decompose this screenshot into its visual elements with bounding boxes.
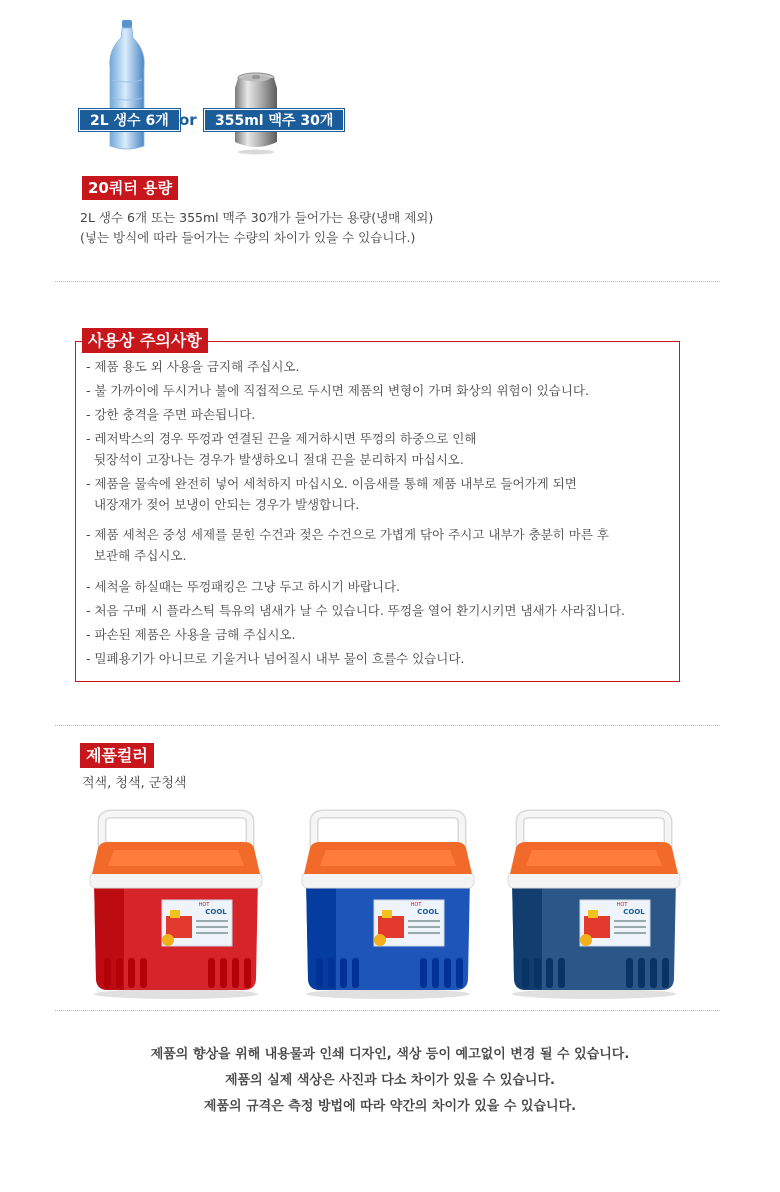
cooler-rim [90, 872, 262, 888]
cooler-ridge [104, 958, 111, 988]
notice-line-3: 제품의 규격은 측정 방법에 따라 약간의 차이가 있을 수 있습니다. [203, 1099, 577, 1114]
notice-line-1: 제품의 향상을 위해 내용물과 인쇄 디자인, 색상 등이 예고없이 변경 될 수 있습니다. [150, 1047, 630, 1062]
cooler-label-drink [588, 910, 598, 918]
cooler-ridge [558, 958, 565, 988]
cooler-ridge [328, 958, 335, 988]
cooler-label-drink [170, 910, 180, 918]
cooler-ridge [316, 958, 323, 988]
cooler-ridge [220, 958, 227, 988]
cooler-ridge [244, 958, 251, 988]
caution-item: - 세척을 하실때는 뚜껑패킹은 그냥 두고 하시기 바랍니다. [86, 579, 401, 594]
cooler-label-mini: HOT [410, 902, 422, 908]
cooler-ridge [128, 958, 135, 988]
caution-item: 뒷장석이 고장나는 경우가 발생하오니 절대 끈을 분리하지 마십시오. [86, 452, 464, 467]
cooler-ridge [232, 958, 239, 988]
cooler-shadow [306, 989, 470, 999]
cooler-blue-image [296, 808, 480, 1000]
dotted-divider [55, 725, 720, 726]
cooler-ridge [340, 958, 347, 988]
caution-item: - 제품 세척은 중성 세제를 묻힌 수건과 젖은 수건으로 가볍게 닦아 주시고 내부가 충분히 마른 후 [86, 527, 609, 542]
cooler-ridge [456, 958, 463, 988]
cooler-ridge [444, 958, 451, 988]
cooler-label-line [408, 932, 440, 934]
caution-item: 보관해 주십시오. [86, 548, 187, 563]
cooler-label-brand: COOL [205, 908, 227, 916]
cooler-lid-panel [320, 850, 456, 866]
cooler-label-line [196, 926, 228, 928]
cooler-label-badge [580, 934, 592, 946]
cooler-label-line [614, 932, 646, 934]
cooler-ridge [626, 958, 633, 988]
cooler-ridge [420, 958, 427, 988]
cooler-lid-panel [526, 850, 662, 866]
or-label: or [179, 111, 197, 129]
water-bottle-image [106, 18, 148, 153]
caution-item: - 제품을 물속에 완전히 넣어 세척하지 마십시오. 이음새를 통해 제품 내부로 들어가게 되면 [86, 476, 577, 491]
notice-line-2: 제품의 실제 색상은 사진과 다소 차이가 있을 수 있습니다. [225, 1073, 555, 1088]
cooler-shadow [94, 989, 258, 999]
cooler-label-line [408, 926, 440, 928]
cooler-label-line [196, 920, 228, 922]
cooler-label-drink [382, 910, 392, 918]
cooler-ridge [534, 958, 541, 988]
beer-capacity-tag: 355ml 맥주 30개 [204, 109, 344, 131]
cooler-ridge [432, 958, 439, 988]
cooler-ridge [546, 958, 553, 988]
caution-item: - 처음 구매 시 플라스틱 특유의 냄새가 날 수 있습니다. 뚜껑을 열어 환기시키면 냄새가 사라집니다. [86, 603, 626, 618]
caution-item: - 제품 용도 외 사용을 금지해 주십시오. [86, 359, 300, 374]
cooler-ridge [650, 958, 657, 988]
water-capacity-tag: 2L 생수 6개 [79, 109, 180, 131]
cooler-label-badge [162, 934, 174, 946]
colors-title: 제품컬러 [80, 743, 154, 768]
caution-item: 내장재가 젖어 보냉이 안되는 경우가 발생합니다. [86, 497, 360, 512]
cooler-ridge [662, 958, 669, 988]
cooler-label-brand: COOL [417, 908, 439, 916]
cooler-ridge [208, 958, 215, 988]
caution-item: - 불 가까이에 두시거나 불에 직접적으로 두시면 제품의 변형이 가며 화상의 위험이 있습니다. [86, 383, 589, 398]
cooler-rim [508, 872, 680, 888]
cooler-label-line [408, 920, 440, 922]
cooler-label-mini: HOT [198, 902, 210, 908]
cooler-label-brand: COOL [623, 908, 645, 916]
dotted-divider [55, 281, 720, 282]
cooler-ridge [522, 958, 529, 988]
cooler-shadow [512, 989, 676, 999]
capacity-description [80, 208, 433, 248]
caution-item: - 강한 충격을 주면 파손됩니다. [86, 407, 256, 422]
caution-title: 사용상 주의사항 [82, 328, 208, 353]
caution-item: - 파손된 제품은 사용을 금해 주십시오. [86, 627, 296, 642]
capacity-title: 20쿼터 용량 [82, 176, 178, 200]
cooler-lid-panel [108, 850, 244, 866]
colors-list: 적색, 청색, 군청색 [82, 776, 187, 791]
dotted-divider [55, 1010, 720, 1011]
cooler-label-badge [374, 934, 386, 946]
cooler-ridge [352, 958, 359, 988]
cooler-label-line [196, 932, 228, 934]
capacity-line-2: (넣는 방식에 따라 들어가는 수량의 차이가 있을 수 있습니다.) [80, 230, 416, 245]
cooler-navy-image [502, 808, 686, 1000]
cooler-label-line [614, 920, 646, 922]
cooler-label-mini: HOT [616, 902, 628, 908]
cooler-ridge [638, 958, 645, 988]
cooler-ridge [140, 958, 147, 988]
cooler-red-image [84, 808, 268, 1000]
caution-item: - 밀폐용기가 아니므로 기울거나 넘어질시 내부 물이 흐를수 있습니다. [86, 651, 465, 666]
cooler-ridge [116, 958, 123, 988]
caution-item: - 레저박스의 경우 뚜껑과 연결된 끈을 제거하시면 뚜껑의 하중으로 인해 [86, 431, 477, 446]
cooler-label-line [614, 926, 646, 928]
cooler-rim [302, 872, 474, 888]
capacity-line-1: 2L 생수 6개 또는 355ml 맥주 30개가 들어가는 용량(냉매 제외) [80, 210, 434, 225]
